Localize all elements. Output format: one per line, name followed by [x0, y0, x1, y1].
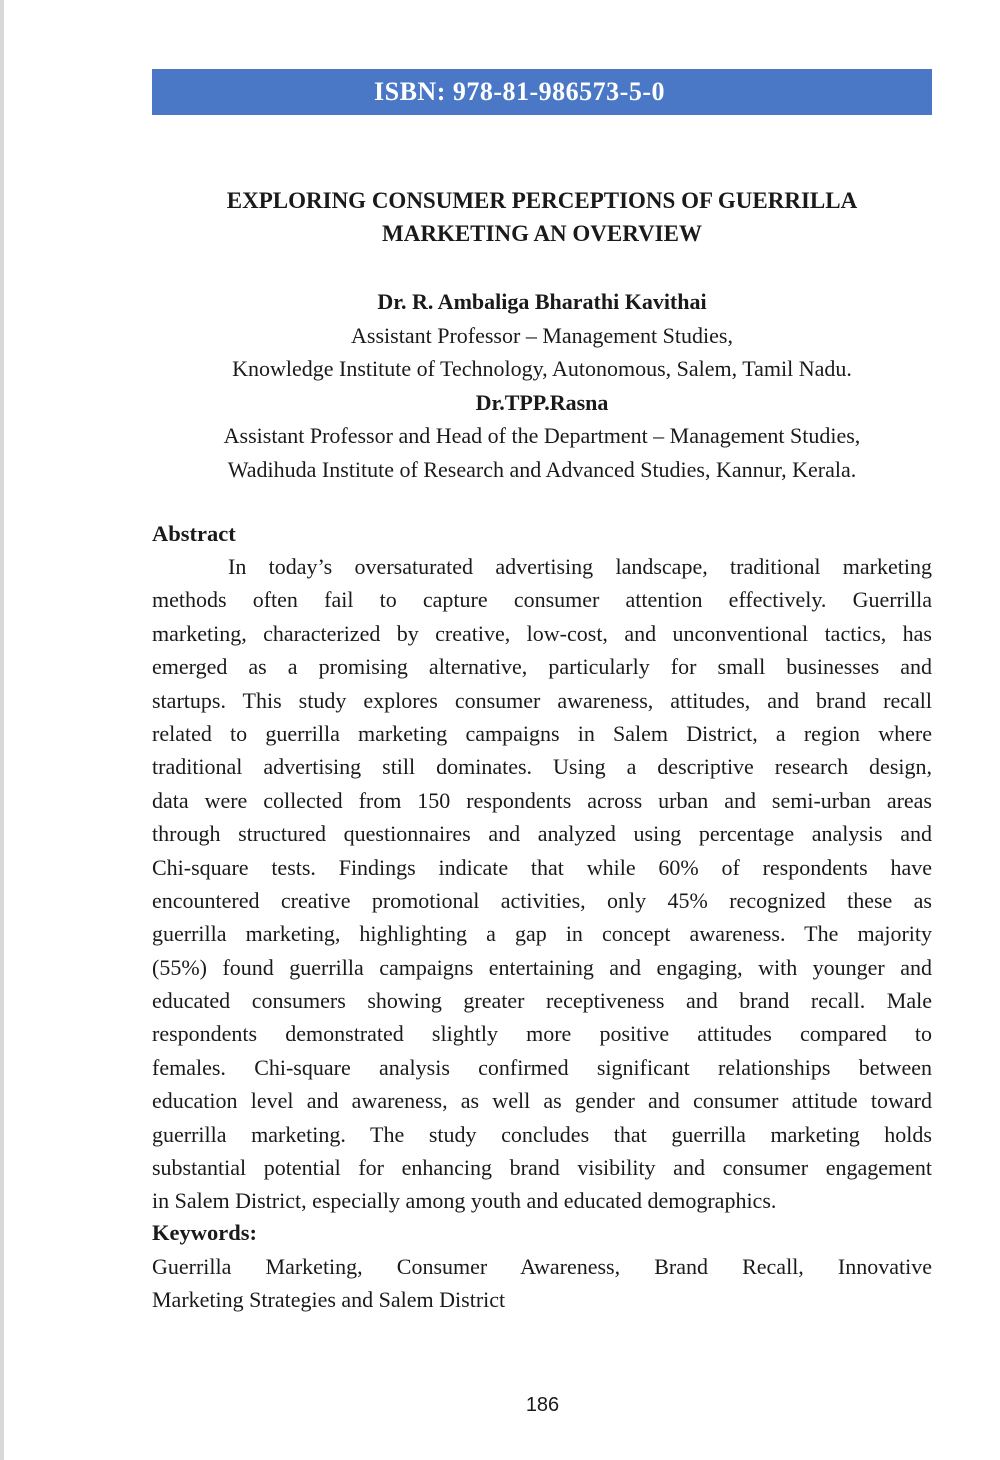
author-affiliation-line: Assistant Professor and Head of the Department – Management Studies, — [223, 423, 861, 448]
abstract-line: through structured questionnaires and analyzed using percentage analysis and — [152, 821, 932, 847]
paper-title-line: MARKETING AN OVERVIEW — [382, 221, 702, 246]
keywords-line: Guerrilla Marketing, Consumer Awareness, Brand Recall, Innovative — [152, 1254, 932, 1279]
abstract-line: marketing, characterized by creative, low-cost, and unconventional tactics, has — [152, 620, 932, 646]
paper-title — [152, 184, 932, 250]
page-number: 186 — [525, 1394, 560, 1416]
abstract-line: educated consumers showing greater receptiveness and brand recall. Male — [152, 988, 932, 1014]
page-edge — [0, 0, 4, 1460]
paper-title-line: EXPLORING CONSUMER PERCEPTIONS OF GUERRILLA — [226, 188, 858, 213]
abstract-body — [152, 550, 932, 1218]
abstract-heading: Abstract — [152, 521, 236, 546]
abstract-line: respondents demonstrated slightly more positive attitudes compared to — [152, 1021, 932, 1047]
isbn-banner — [152, 69, 932, 115]
abstract-line: startups. This study explores consumer awareness, attitudes, and brand recall — [152, 687, 932, 713]
abstract-line: females. Chi-square analysis confirmed significant relationships between — [152, 1054, 932, 1080]
abstract-line: encountered creative promotional activities, only 45% recognized these as — [152, 887, 932, 913]
author-affiliation-line: Wadihuda Institute of Research and Advanced Studies, Kannur, Kerala. — [227, 456, 857, 482]
abstract-line: data were collected from 150 respondents across urban and semi-urban areas — [152, 787, 932, 813]
isbn-text: ISBN: 978-81-986573-5-0 — [374, 77, 665, 106]
abstract-line: substantial potential for enhancing brand visibility and consumer engagement — [152, 1155, 932, 1181]
abstract-line: emerged as a promising alternative, particularly for small businesses and — [152, 654, 932, 680]
abstract-line: in Salem District, especially among youth and educated demographics. — [152, 1188, 777, 1214]
abstract-line: related to guerrilla marketing campaigns in Salem District, a region where — [152, 720, 932, 746]
keywords-body — [152, 1250, 932, 1317]
abstract-line: guerrilla marketing. The study concludes that guerrilla marketing holds — [152, 1121, 932, 1147]
keywords-line: Marketing Strategies and Salem District — [152, 1287, 506, 1313]
abstract-line: guerrilla marketing, highlighting a gap in concept awareness. The majority — [152, 921, 932, 947]
abstract-line: In today’s oversaturated advertising landscape, traditional marketing — [228, 554, 932, 579]
abstract-line: traditional advertising still dominates. Using a descriptive research design, — [152, 754, 932, 780]
author-block — [152, 285, 932, 486]
keywords-heading: Keywords: — [152, 1220, 257, 1245]
abstract-line: methods often fail to capture consumer attention effectively. Guerrilla — [152, 587, 932, 613]
abstract-line: Chi-square tests. Findings indicate that while 60% of respondents have — [152, 854, 932, 880]
abstract-line: (55%) found guerrilla campaigns entertaining and engaging, with younger and — [152, 954, 932, 980]
author-name: Dr.TPP.Rasna — [475, 389, 609, 415]
abstract-line: education level and awareness, as well as gender and consumer attitude toward — [152, 1088, 932, 1114]
author-affiliation-line: Assistant Professor – Management Studies, — [351, 322, 733, 348]
author-name: Dr. R. Ambaliga Bharathi Kavithai — [377, 289, 707, 314]
author-affiliation-line: Knowledge Institute of Technology, Autonomous, Salem, Tamil Nadu. — [232, 356, 852, 381]
